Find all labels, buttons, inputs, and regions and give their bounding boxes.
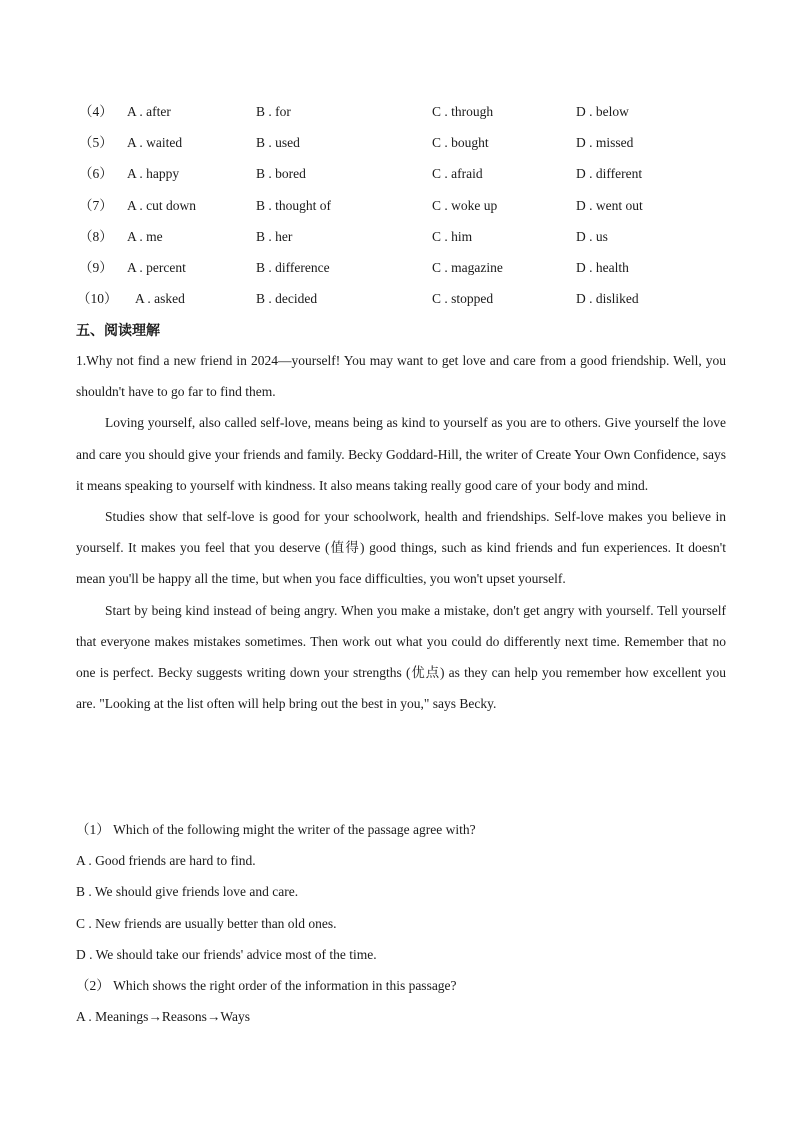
answer-option: B . We should give friends love and care. bbox=[76, 884, 299, 900]
option-row bbox=[0, 133, 794, 153]
option-c: C . afraid bbox=[432, 166, 483, 181]
option-a: A . asked bbox=[135, 291, 185, 306]
option-b: B . thought of bbox=[256, 198, 332, 213]
option-c: C . stopped bbox=[432, 291, 494, 306]
question-number: （6） bbox=[79, 166, 113, 181]
option-c: C . magazine bbox=[432, 260, 503, 275]
question-number: （10） bbox=[77, 291, 118, 306]
passage-paragraph: Start by being kind instead of being angry. When you make a mistake, don't get angry with yourself. Tell yourself that everyone makes mistakes sometimes. Then work out what you could do differently next time. Remember that no one is perfect. Becky suggests writing down your strengths (优点) as they can help you remember how excellent you are. "Looking at the list often will help bring out the best in you," says Becky. bbox=[76, 602, 726, 712]
option-d: D . different bbox=[576, 166, 643, 181]
answer-option: C . New friends are usually better than old ones. bbox=[76, 915, 337, 931]
option-a: A . cut down bbox=[127, 198, 196, 213]
option-row bbox=[0, 289, 794, 309]
answer-option: A . Good friends are hard to find. bbox=[76, 853, 256, 869]
question-number: （9） bbox=[79, 260, 113, 275]
option-d: D . missed bbox=[576, 135, 634, 150]
option-row bbox=[0, 164, 794, 184]
option-a: A . percent bbox=[127, 260, 186, 275]
option-c: C . through bbox=[432, 104, 494, 119]
option-b: B . decided bbox=[256, 291, 318, 306]
option-a: A . me bbox=[127, 229, 163, 244]
reading-passage bbox=[76, 345, 726, 719]
option-a: A . happy bbox=[127, 166, 180, 181]
option-b: B . difference bbox=[256, 260, 330, 275]
question-stem: （2） Which shows the right order of the information in this passage? bbox=[76, 978, 457, 993]
question-2 bbox=[76, 970, 726, 1032]
option-d: D . went out bbox=[576, 198, 643, 213]
option-c: C . him bbox=[432, 229, 473, 244]
question-stem: （1） Which of the following might the writer of the passage agree with? bbox=[76, 822, 476, 837]
option-b: B . used bbox=[256, 135, 300, 150]
question-number: （5） bbox=[79, 135, 113, 150]
option-b: B . bored bbox=[256, 166, 306, 181]
option-d: D . disliked bbox=[576, 291, 639, 306]
option-a: A . waited bbox=[127, 135, 183, 150]
option-row bbox=[0, 227, 794, 247]
option-a: A . after bbox=[127, 104, 171, 119]
option-d: D . us bbox=[576, 229, 608, 244]
answer-option: D . We should take our friends' advice most of the time. bbox=[76, 946, 377, 962]
answer-option: A . Meanings→Reasons→Ways bbox=[76, 1009, 251, 1025]
question-1 bbox=[76, 814, 726, 970]
question-number: （4） bbox=[79, 104, 113, 119]
option-row bbox=[0, 102, 794, 122]
option-c: C . bought bbox=[432, 135, 489, 150]
option-row bbox=[0, 258, 794, 278]
question-number: （7） bbox=[79, 198, 113, 213]
passage-paragraph: Loving yourself, also called self-love, means being as kind to yourself as you are to others. Give yourself the love and care you should give your friends and family. Becky Goddard-Hill, the writer of Create Your Own Confidence, says it means speaking to yourself with kindness. It also means taking really good care of your body and mind. bbox=[76, 415, 726, 493]
option-row bbox=[0, 196, 794, 216]
passage-paragraph: 1.Why not find a new friend in 2024—yourself! You may want to get love and care from a good friendship. Well, you shouldn't have to go far to find them. bbox=[76, 353, 726, 400]
option-c: C . woke up bbox=[432, 198, 498, 213]
option-b: B . for bbox=[256, 104, 291, 119]
section-heading: 五、阅读理解 bbox=[76, 323, 160, 339]
option-b: B . her bbox=[256, 229, 293, 244]
option-d: D . health bbox=[576, 260, 629, 275]
passage-paragraph: Studies show that self-love is good for your schoolwork, health and friendships. Self-love makes you believe in yourself. It makes you feel that you deserve (值得) good things, such as kind friends and fun experiences. It doesn't mean you'll be happy all the time, but when you face difficulties, you won't upset yourself. bbox=[76, 509, 726, 587]
option-d: D . below bbox=[576, 104, 629, 119]
question-number: （8） bbox=[79, 229, 113, 244]
